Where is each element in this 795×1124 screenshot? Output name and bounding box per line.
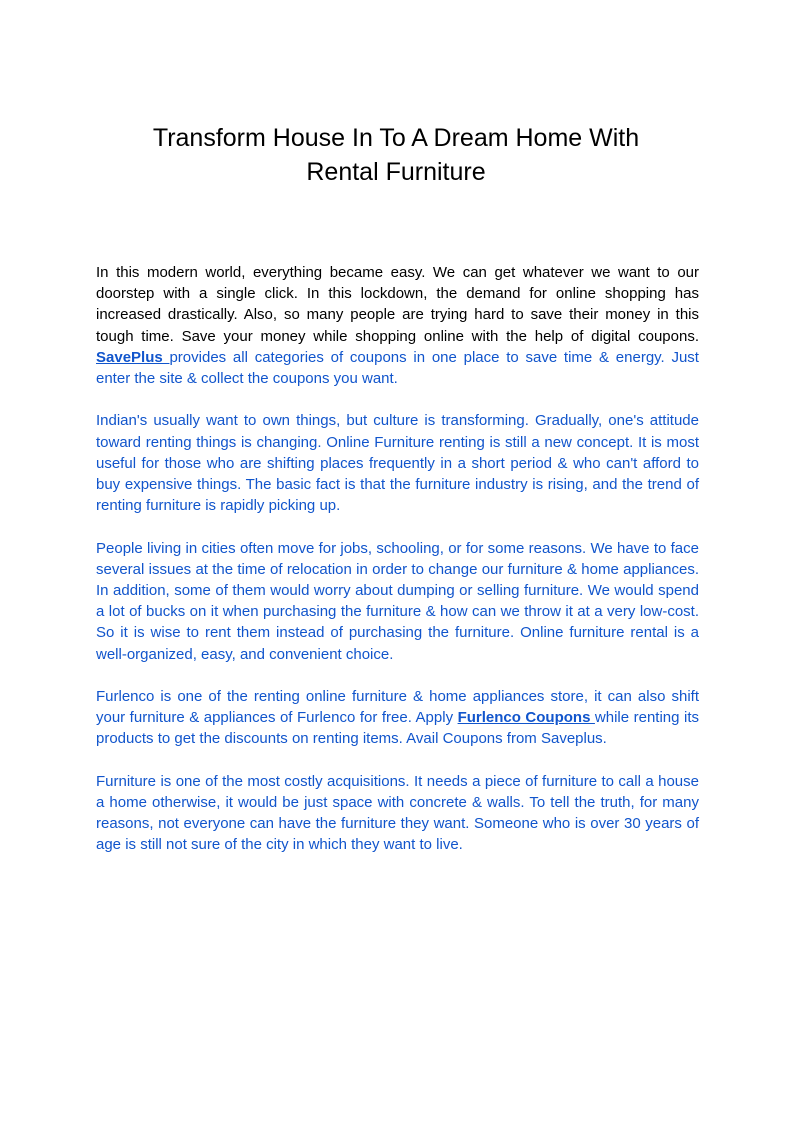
page-title [96, 121, 696, 189]
paragraph-furlenco-text: Furlenco is one of the renting online furniture & home appliances store, it can also shift your furniture & appliances of Furlenco for free. Apply [96, 688, 699, 727]
saveplus-link[interactable]: SavePlus [96, 348, 170, 366]
paragraph-furlenco [96, 686, 699, 750]
paragraph-furlenco-after-link: while renting its products to get the discounts on renting items. Avail Coupons from Saveplus. [96, 709, 699, 748]
title-line-1: Transform House In To A Dream Home With [152, 124, 640, 152]
paragraph-culture: Indian's usually want to own things, but culture is transforming. Gradually, one's attitude toward renting things is changing. Online Furniture renting is still a new concept. It is most useful for those who are shifting places frequently in a short period & who can't afford to buy expensive things. The basic fact is that the furniture industry is rising, and the trend of renting furniture is rapidly picking up. [96, 412, 699, 515]
title-line-2: Rental Furniture [306, 158, 486, 186]
paragraph-intro-after-link: provides all categories of coupons in one place to save time & energy. Just enter the site & collect the coupons you want. [96, 348, 699, 388]
paragraph-intro-text: In this modern world, everything became easy. We can get whatever we want to our doorstep with a single click. In this lockdown, the demand for online shopping has increased drastically. Also, so many people are trying hard to save their money in this tough time. Save your money while shopping online with the help of digital coupons. [96, 264, 699, 345]
article-body [96, 262, 699, 877]
paragraph-relocation: People living in cities often move for jobs, schooling, or for some reasons. We have to face several issues at the time of relocation in order to change our furniture & home appliances. In addition, some of them would worry about dumping or selling furniture. We would spend a lot of bucks on it when purchasing the furniture & how can we throw it at a very low-cost. So it is wise to rent them instead of purchasing the furniture. Online furniture rental is a well-organized, easy, and convenient choice. [96, 539, 699, 663]
paragraph-intro [96, 262, 699, 389]
paragraph-acquisitions: Furniture is one of the most costly acquisitions. It needs a piece of furniture to call a house a home otherwise, it would be just space with concrete & walls. To tell the truth, for many reasons, not everyone can have the furniture they want. Someone who is over 30 years of age is still not sure of the city in which they want to live. [96, 772, 699, 854]
furlenco-coupons-link[interactable]: Furlenco Coupons [457, 709, 595, 727]
